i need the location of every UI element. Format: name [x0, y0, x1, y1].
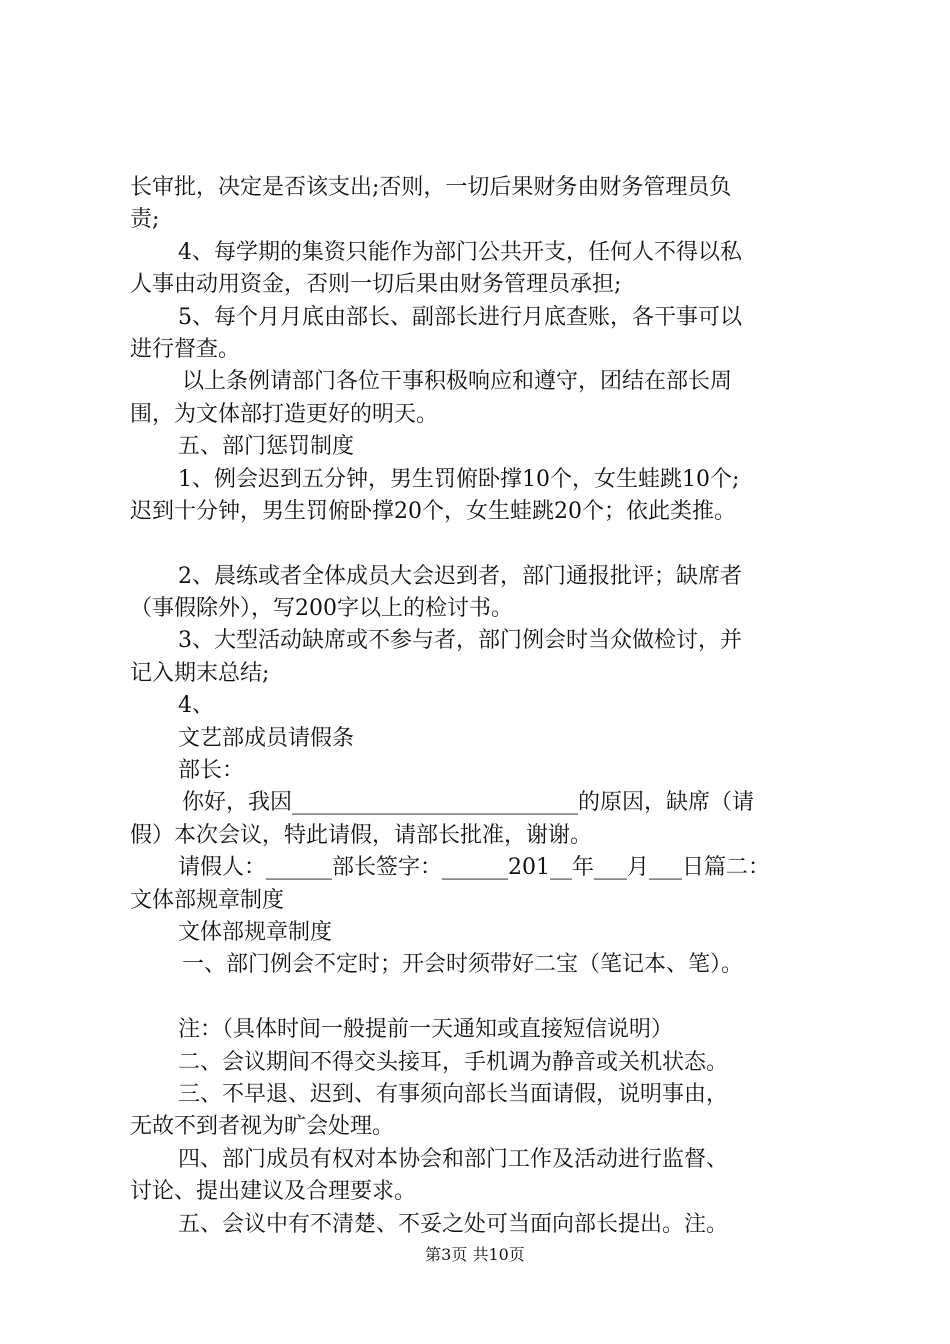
- text-line: 四、部门成员有权对本协会和部门工作及活动进行监督、: [178, 1146, 729, 1172]
- text-line: 迟到十分钟，男生罚俯卧撑20个，女生蛙跳20个；依此类推。: [130, 498, 736, 524]
- text-line: 无故不到者视为旷会处理。: [130, 1114, 395, 1140]
- text-line: 责;: [130, 207, 160, 233]
- text-line: 文体部规章制度: [178, 919, 333, 945]
- text-line: 五、会议中有不清楚、不妥之处可当面向部长提出。注。: [178, 1211, 729, 1237]
- text-line: 二、会议期间不得交头接耳，手机调为静音或关机状态。: [178, 1049, 729, 1075]
- text-line: 人事由动用资金，否则一切后果由财务管理员承担;: [130, 272, 622, 298]
- text-line: 进行督查。: [130, 336, 241, 362]
- text-line: 注：（具体时间一般提前一天通知或直接短信说明）: [178, 1017, 674, 1043]
- text-line: 请假人：______部长签字：______201__年___月___日篇二：: [178, 855, 770, 881]
- text-line: 5、每个月月底由部长、副部长进行月底查账，各干事可以: [178, 304, 742, 330]
- text-line: 记入期末总结;: [130, 660, 270, 686]
- text-line: 你好，我因__________________________的原因，缺席（请: [182, 790, 755, 816]
- text-line: 五、部门惩罚制度: [178, 434, 355, 460]
- text-line: 一、部门例会不定时；开会时须带好二宝（笔记本、笔）。: [182, 952, 744, 978]
- text-line: 1、例会迟到五分钟，男生罚俯卧撑10个，女生蛙跳10个;: [178, 466, 740, 492]
- text-line: 讨论、提出建议及合理要求。: [130, 1179, 417, 1205]
- text-line: 长审批，决定是否该支出;否则，一切后果财务由财务管理员负: [130, 175, 732, 200]
- text-line: 三、不早退、迟到、有事须向部长当面请假，说明事由，: [178, 1081, 729, 1107]
- page-footer: 第3页 共10页: [425, 1245, 525, 1264]
- text-line: 以上条例请部门各位干事积极响应和遵守，团结在部长周: [182, 369, 733, 395]
- text-line: （事假除外），写200字以上的检讨书。: [130, 596, 513, 622]
- text-line: 4、: [178, 693, 214, 719]
- text-line: 3、大型活动缺席或不参与者，部门例会时当众做检讨，并: [178, 628, 742, 654]
- text-line: 假）本次会议，特此请假，请部长批准，谢谢。: [130, 822, 593, 848]
- blank-line: [130, 528, 850, 560]
- text-line: 部长：: [178, 758, 245, 784]
- text-line: 2、晨练或者全体成员大会迟到者，部门通报批评；缺席者: [178, 563, 742, 589]
- text-line: 文艺部成员请假条: [178, 725, 355, 751]
- document-body: [130, 172, 850, 1241]
- blank-line: [130, 982, 850, 1014]
- text-line: 围，为文体部打造更好的明天。: [130, 401, 439, 427]
- text-line: 文体部规章制度: [130, 887, 285, 913]
- text-line: 4、每学期的集资只能作为部门公共开支，任何人不得以私: [178, 239, 742, 265]
